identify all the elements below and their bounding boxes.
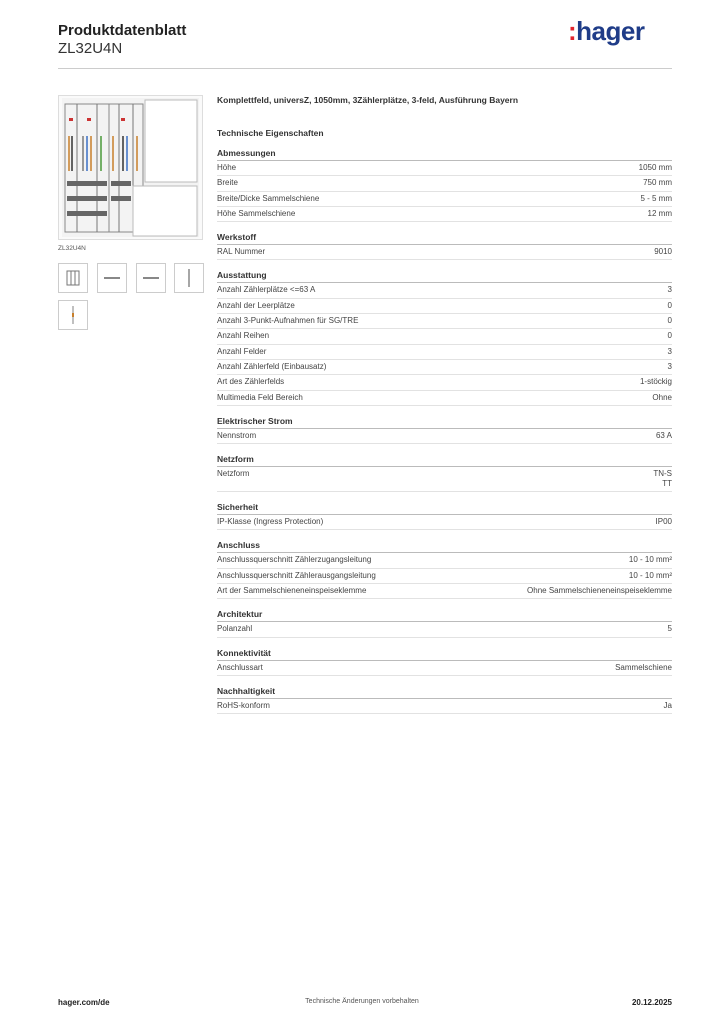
hager-logo: :hager	[568, 16, 645, 46]
section-title: Sicherheit	[217, 502, 672, 515]
section-network-form	[217, 454, 672, 492]
spec-content	[217, 95, 672, 724]
section-title: Netzform	[217, 454, 672, 467]
thumbnail-4[interactable]	[174, 263, 204, 293]
section-dimensions	[217, 148, 672, 222]
section-title: Ausstattung	[217, 270, 672, 283]
section-connection	[217, 540, 672, 599]
spec-row: RoHS-konform Ja	[217, 699, 672, 714]
spec-row: Höhe 1050 mm	[217, 161, 672, 176]
image-caption: ZL32U4N	[58, 245, 86, 252]
section-electrical-current	[217, 416, 672, 444]
product-description: Komplettfeld, universZ, 1050mm, 3Zählerplätze, 3-feld, Ausführung Bayern	[217, 95, 519, 105]
spec-row: Anzahl Felder 3	[217, 345, 672, 360]
article-number: ZL32U4N	[58, 40, 123, 57]
section-title: Elektrischer Strom	[217, 416, 672, 429]
spec-row: Breite 750 mm	[217, 176, 672, 191]
section-architecture	[217, 609, 672, 637]
section-title: Abmessungen	[217, 148, 672, 161]
section-safety	[217, 502, 672, 530]
footer-notice: Technische Änderungen vorbehalten	[305, 998, 419, 1005]
spec-row: Anschlussquerschnitt Zählerzugangsleitung 10 - 10 mm²	[217, 553, 672, 568]
spec-row: Anschlussart Sammelschiene	[217, 661, 672, 676]
technical-properties-heading: Technische Eigenschaften	[217, 128, 324, 138]
section-title: Werkstoff	[217, 232, 672, 245]
spec-row: Anzahl 3-Punkt-Aufnahmen für SG/TRE 0	[217, 314, 672, 329]
thumbnail-2[interactable]	[97, 263, 127, 293]
document-title: Produktdatenblatt	[58, 22, 187, 39]
section-connectivity	[217, 648, 672, 676]
spec-row: Polanzahl 5	[217, 622, 672, 637]
spec-row: Anzahl Reihen 0	[217, 329, 672, 344]
spec-row: Breite/Dicke Sammelschiene 5 - 5 mm	[217, 192, 672, 207]
section-sustainability	[217, 686, 672, 714]
footer-date: 20.12.2025	[631, 998, 672, 1007]
spec-row: Multimedia Feld Bereich Ohne	[217, 391, 672, 406]
spec-row: IP-Klasse (Ingress Protection) IP00	[217, 515, 672, 530]
footer-website-link[interactable]: hager.com/de	[58, 998, 110, 1007]
spec-row: Anzahl Zählerfeld (Einbausatz) 3	[217, 360, 672, 375]
thumbnail-5[interactable]	[58, 300, 88, 330]
thumbnail-3[interactable]	[136, 263, 166, 293]
spec-row: Höhe Sammelschiene 12 mm	[217, 207, 672, 222]
spec-row: RAL Nummer 9010	[217, 245, 672, 260]
section-title: Architektur	[217, 609, 672, 622]
spec-row: Art der Sammelschieneneinspeiseklemme Ohne Sammelschieneneinspeiseklemme	[217, 584, 672, 599]
section-material	[217, 232, 672, 260]
section-equipment	[217, 270, 672, 405]
spec-row: Anzahl der Leerplätze 0	[217, 299, 672, 314]
section-title: Nachhaltigkeit	[217, 686, 672, 699]
spec-row: Nennstrom 63 A	[217, 429, 672, 444]
spec-row: Netzform TN-S TT	[217, 467, 672, 492]
spec-row: Art des Zählerfelds 1-stöckig	[217, 375, 672, 390]
section-title: Anschluss	[217, 540, 672, 553]
product-image	[58, 95, 203, 240]
spec-row: Anzahl Zählerplätze <=63 A 3	[217, 283, 672, 298]
thumbnail-1[interactable]	[58, 263, 88, 293]
section-title: Konnektivität	[217, 648, 672, 661]
spec-row: Anschlussquerschnitt Zählerausgangsleitung 10 - 10 mm²	[217, 569, 672, 584]
header-divider	[58, 68, 672, 69]
